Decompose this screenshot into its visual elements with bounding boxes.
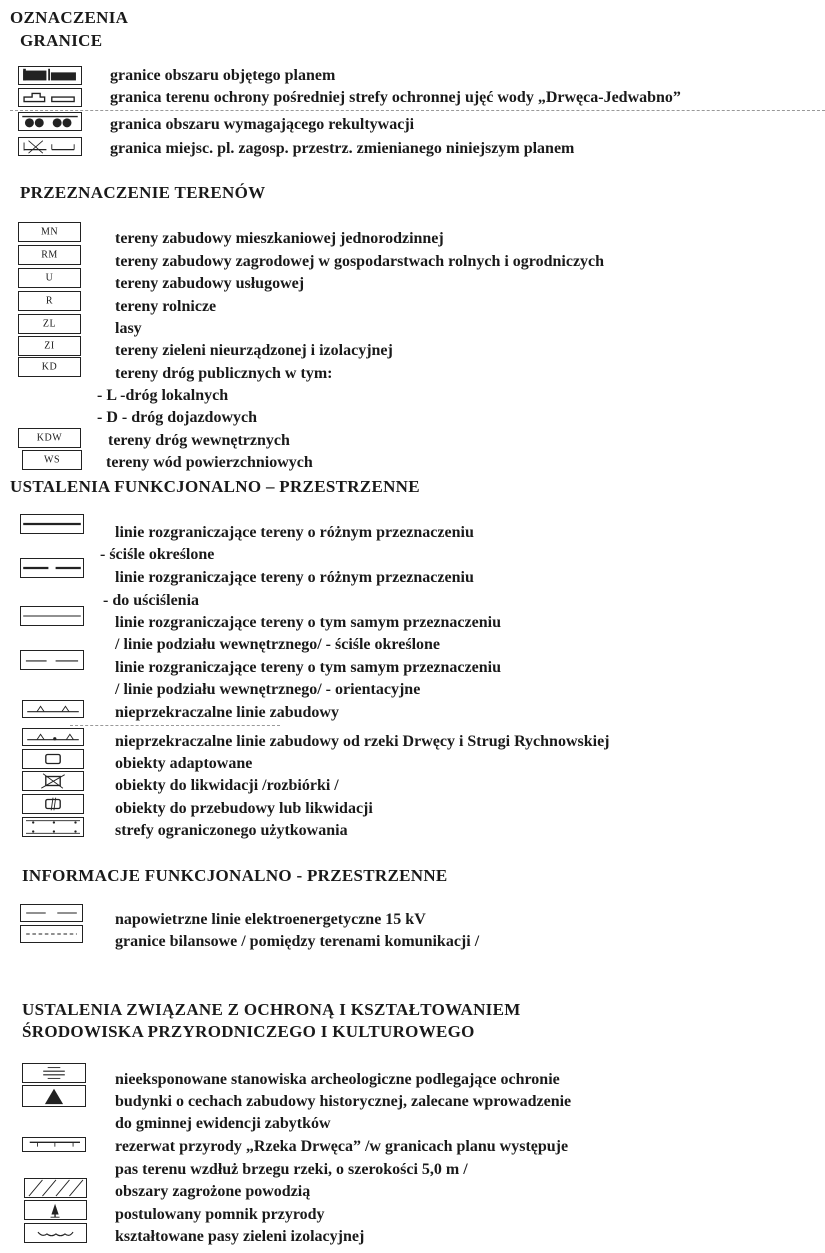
balance-boundary-symbol — [20, 925, 83, 943]
legend-item: linie rozgraniczające tereny o różnym przeznaczeniu — [115, 524, 474, 541]
zone-code-box — [18, 336, 81, 356]
reclamation-boundary-symbol — [18, 112, 82, 131]
legend-item: obiekty adaptowane — [115, 755, 253, 772]
historic-building-symbol — [22, 1085, 86, 1107]
river-building-line-symbol — [22, 728, 84, 746]
zone-code: ZL — [42, 318, 57, 330]
adapted-building-symbol — [22, 749, 84, 769]
scan-artifact-line — [70, 725, 280, 726]
legend-item: - ściśle określone — [100, 546, 215, 563]
legend-item: granica terenu ochrony pośredniej strefy ochronnej ujęć wody „Drwęca-Jedwabno” — [110, 89, 681, 106]
section-heading-ochrona-2: ŚRODOWISKA PRZYRODNICZEGO I KULTUROWEGO — [22, 1022, 475, 1041]
zone-code: MN — [40, 226, 59, 238]
legend-item: tereny zabudowy usługowej — [115, 275, 305, 292]
zone-code-box — [22, 450, 82, 470]
legend-item: granice bilansowe / pomiędzy terenami komunikacji / — [115, 933, 480, 950]
legend-item: napowietrzne linie elektroenergetyczne 15 kV — [115, 911, 426, 928]
legend-item: tereny zabudowy zagrodowej w gospodarstwach rolnych i ogrodniczych — [115, 253, 605, 270]
nature-reserve-symbol — [22, 1137, 86, 1152]
thin-solid-line-symbol — [20, 606, 84, 626]
section-heading-granice: GRANICE — [20, 31, 103, 50]
dashed-thick-line-symbol — [20, 558, 84, 578]
legend-item: kształtowane pasy zieleni izolacyjnej — [115, 1228, 365, 1245]
legend-item: strefy ograniczonego użytkowania — [115, 822, 348, 839]
thin-dashed-line-symbol — [20, 650, 84, 670]
power-line-symbol — [20, 904, 83, 922]
legend-item: budynki o cechach zabudowy historycznej, zalecane wprowadzenie — [115, 1093, 572, 1110]
legend-item: postulowany pomnik przyrody — [115, 1206, 325, 1223]
legend-item: - do uściślenia — [103, 592, 200, 609]
legend-item: obszary zagrożone powodzią — [115, 1183, 311, 1200]
legend-item: linie rozgraniczające tereny o tym samym przeznaczeniu — [115, 614, 501, 631]
legend-item: linie rozgraniczające tereny o tym samym przeznaczeniu — [115, 659, 501, 676]
zone-code: RM — [41, 249, 58, 261]
building-line-symbol — [22, 700, 84, 718]
legend-item: rezerwat przyrody „Rzeka Drwęca” /w granicach planu występuje — [115, 1138, 569, 1155]
zone-code: U — [45, 272, 54, 284]
archaeological-site-symbol — [22, 1063, 86, 1083]
section-heading-ochrona-1: USTALENIA ZWIĄZANE Z OCHRONĄ I KSZTAŁTOWANIEM — [22, 1000, 521, 1019]
legend-item: tereny dróg wewnętrznych — [108, 432, 290, 449]
flood-risk-area-symbol — [24, 1178, 87, 1198]
legend-item: lasy — [115, 320, 142, 337]
legend-item: tereny wód powierzchniowych — [106, 454, 313, 471]
legend-item: / linie podziału wewnętrznego/ - orientacyjne — [115, 681, 421, 698]
legend-item: / linie podziału wewnętrznego/ - ściśle określone — [115, 636, 441, 653]
legend-item: obiekty do przebudowy lub likwidacji — [115, 800, 373, 817]
section-heading-ustalenia: USTALENIA FUNKCJONALNO – PRZESTRZENNE — [10, 477, 420, 496]
legend-item: tereny dróg publicznych w tym: — [115, 365, 333, 382]
section-heading-przeznaczenie: PRZEZNACZENIE TERENÓW — [20, 183, 266, 202]
restricted-use-zone-symbol — [22, 817, 84, 837]
zone-code: KDW — [36, 432, 63, 444]
zone-code-box — [18, 291, 81, 311]
legend-item: obiekty do likwidacji /rozbiórki / — [115, 777, 339, 794]
zone-code: KD — [41, 361, 58, 373]
solid-line-symbol — [20, 514, 84, 534]
amended-plan-boundary-symbol — [18, 137, 82, 156]
legend-item: pas terenu wzdłuż brzegu rzeki, o szerokości 5,0 m / — [115, 1161, 468, 1178]
legend-item: tereny zieleni nieurządzonej i izolacyjnej — [115, 342, 393, 359]
zone-code-box — [18, 428, 81, 448]
legend-item: nieeksponowane stanowiska archeologiczne podlegające ochronie — [115, 1071, 560, 1088]
plan-boundary-symbol — [18, 66, 82, 85]
rebuild-building-symbol — [22, 794, 84, 814]
legend-item: nieprzekraczalne linie zabudowy od rzeki Drwęcy i Strugi Rychnowskiej — [115, 733, 610, 750]
legend-subitem: - L -dróg lokalnych — [97, 387, 229, 404]
legend-item: granica miejsc. pl. zagosp. przestrz. zmienianego niniejszym planem — [110, 140, 575, 157]
section-heading-informacje: INFORMACJE FUNKCJONALNO - PRZESTRZENNE — [22, 866, 448, 885]
natural-monument-tree-symbol — [24, 1200, 87, 1220]
zone-code-box — [18, 314, 81, 334]
zone-code-box — [18, 222, 81, 242]
zone-code: WS — [44, 454, 60, 466]
legend-item: granica obszaru wymagającego rekultywacji — [110, 116, 415, 133]
zone-code-box — [18, 245, 81, 265]
zone-code-box — [18, 268, 81, 288]
zone-code: ZI — [44, 340, 55, 352]
legend-title: OZNACZENIA — [10, 8, 129, 27]
demolition-building-symbol — [22, 771, 84, 791]
zone-code-box — [18, 357, 81, 377]
legend-item: tereny rolnicze — [115, 298, 217, 315]
legend-item: do gminnej ewidencji zabytków — [115, 1115, 331, 1132]
legend-item: granice obszaru objętego planem — [110, 67, 336, 84]
water-protection-boundary-symbol — [18, 88, 82, 107]
legend-item: linie rozgraniczające tereny o różnym przeznaczeniu — [115, 569, 474, 586]
legend-item: nieprzekraczalne linie zabudowy — [115, 704, 339, 721]
legend-subitem: - D - dróg dojazdowych — [97, 409, 257, 426]
legend-item: tereny zabudowy mieszkaniowej jednorodzinnej — [115, 230, 444, 247]
zone-code: R — [45, 295, 54, 307]
green-belt-symbol — [24, 1223, 87, 1243]
scan-artifact-line — [10, 110, 825, 111]
